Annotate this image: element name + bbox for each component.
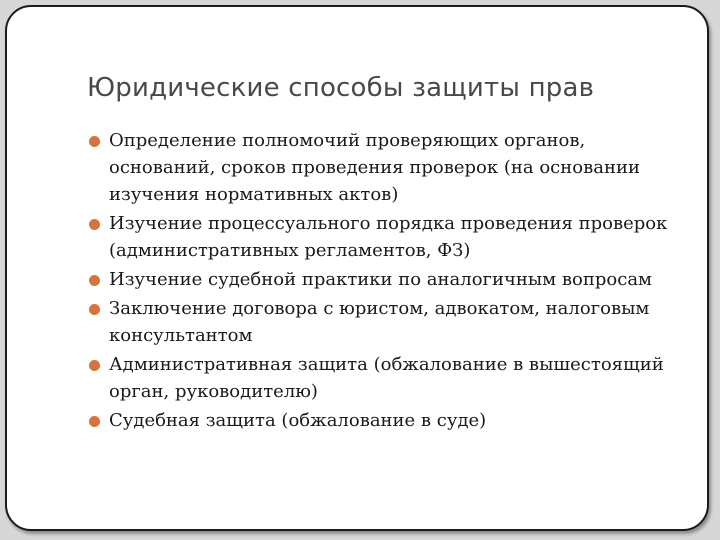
list-item: [87, 210, 687, 264]
list-item: [87, 295, 687, 349]
bullet-icon: [89, 304, 100, 315]
bullet-icon: [89, 275, 100, 286]
bullet-icon: [89, 136, 100, 147]
bullet-icon: [89, 360, 100, 371]
bullet-icon: [89, 416, 100, 427]
list-item-text: Судебная защита (обжалование в суде): [109, 410, 487, 431]
list-item-text: Заключение договора с юристом, адвокатом, налоговым консультантом: [109, 298, 650, 346]
slide-title: Юридические способы защиты прав: [87, 73, 595, 103]
list-item: [87, 351, 687, 405]
list-item-text: Изучение судебной практики по аналогичным вопросам: [109, 269, 653, 290]
list-item-text: Определение полномочий проверяющих органов, оснований, сроков проведения проверок (на основании изучения нормативных актов): [109, 130, 640, 205]
bullet-list: [87, 127, 687, 436]
list-item-text: Изучение процессуального порядка проведения проверок (административных регламентов, ФЗ): [109, 213, 668, 261]
bullet-icon: [89, 219, 100, 230]
list-item: [87, 127, 687, 208]
slide-card: [5, 5, 709, 531]
list-item-text: Административная защита (обжалование в вышестоящий орган, руководителю): [109, 354, 664, 402]
list-item: [87, 407, 687, 434]
list-item: [87, 266, 687, 293]
